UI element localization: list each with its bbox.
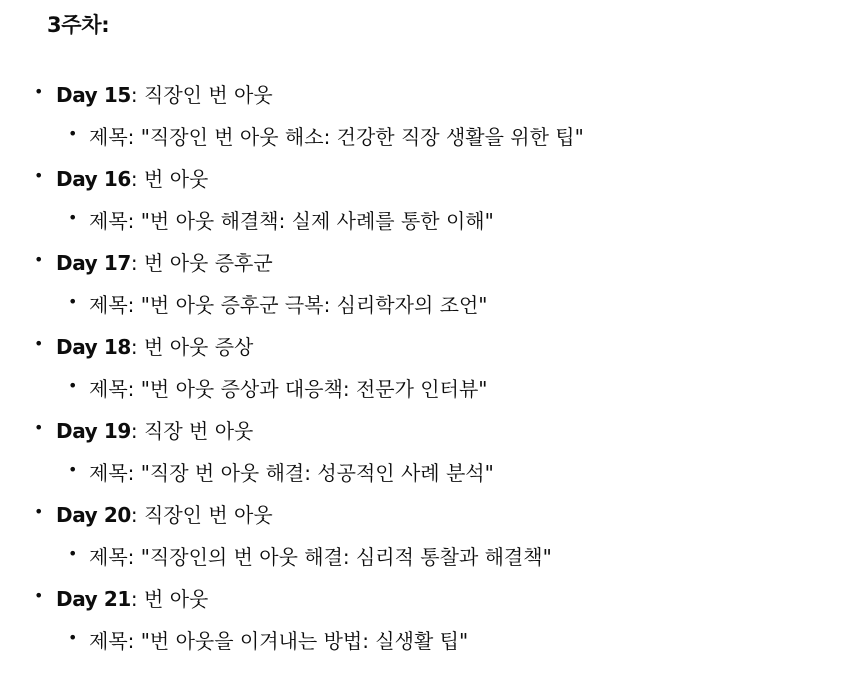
- bullet-icon: •: [34, 166, 44, 185]
- bullet-icon: •: [34, 502, 44, 521]
- day-line: [34, 498, 273, 532]
- day-list: [0, 78, 866, 666]
- day-label: Day 18: [56, 335, 131, 359]
- day-topic: : 번 아웃: [130, 587, 209, 611]
- title-line: [68, 456, 494, 490]
- bullet-icon: •: [34, 250, 44, 269]
- title-line: [68, 540, 552, 574]
- day-label: Day 16: [56, 167, 131, 191]
- day-topic: : 직장인 번 아웃: [130, 503, 273, 527]
- week-heading: 3주차:: [47, 13, 110, 37]
- title-line: [68, 288, 488, 322]
- title-line: [68, 624, 469, 658]
- day-item-18: [0, 330, 866, 414]
- day-topic: : 번 아웃 증상: [130, 335, 254, 359]
- day-item-21: [0, 582, 866, 666]
- day-item-20: [0, 498, 866, 582]
- day-label: Day 21: [56, 587, 131, 611]
- day-line: [34, 162, 209, 196]
- day-line: [34, 246, 273, 280]
- day-topic: : 번 아웃: [130, 167, 209, 191]
- sub-bullet-icon: •: [68, 628, 78, 647]
- day-label: Day 17: [56, 251, 131, 275]
- day-topic: : 번 아웃 증후군: [130, 251, 273, 275]
- day-item-17: [0, 246, 866, 330]
- post-title: 제목: "번 아웃 증상과 대응책: 전문가 인터뷰": [89, 377, 488, 401]
- post-title: 제목: "직장인의 번 아웃 해결: 심리적 통찰과 해결책": [89, 545, 552, 569]
- day-topic: : 직장인 번 아웃: [130, 83, 273, 107]
- day-item-19: [0, 414, 866, 498]
- day-item-16: [0, 162, 866, 246]
- day-line: [34, 414, 254, 448]
- title-line: [68, 204, 494, 238]
- day-label: Day 19: [56, 419, 131, 443]
- day-label: Day 15: [56, 83, 131, 107]
- sub-bullet-icon: •: [68, 292, 78, 311]
- sub-bullet-icon: •: [68, 376, 78, 395]
- day-line: [34, 582, 209, 616]
- day-line: [34, 330, 254, 364]
- title-line: [68, 372, 488, 406]
- post-title: 제목: "번 아웃 증후군 극복: 심리학자의 조언": [89, 293, 488, 317]
- post-title: 제목: "번 아웃을 이겨내는 방법: 실생활 팁": [89, 629, 469, 653]
- sub-bullet-icon: •: [68, 544, 78, 563]
- day-label: Day 20: [56, 503, 131, 527]
- bullet-icon: •: [34, 418, 44, 437]
- post-title: 제목: "번 아웃 해결책: 실제 사례를 통한 이해": [89, 209, 494, 233]
- sub-bullet-icon: •: [68, 208, 78, 227]
- day-topic: : 직장 번 아웃: [130, 419, 254, 443]
- post-title: 제목: "직장인 번 아웃 해소: 건강한 직장 생활을 위한 팁": [89, 125, 584, 149]
- bullet-icon: •: [34, 586, 44, 605]
- day-item-15: [0, 78, 866, 162]
- bullet-icon: •: [34, 334, 44, 353]
- title-line: [68, 120, 584, 154]
- sub-bullet-icon: •: [68, 124, 78, 143]
- bullet-icon: •: [34, 82, 44, 101]
- post-title: 제목: "직장 번 아웃 해결: 성공적인 사례 분석": [89, 461, 494, 485]
- sub-bullet-icon: •: [68, 460, 78, 479]
- day-line: [34, 78, 273, 112]
